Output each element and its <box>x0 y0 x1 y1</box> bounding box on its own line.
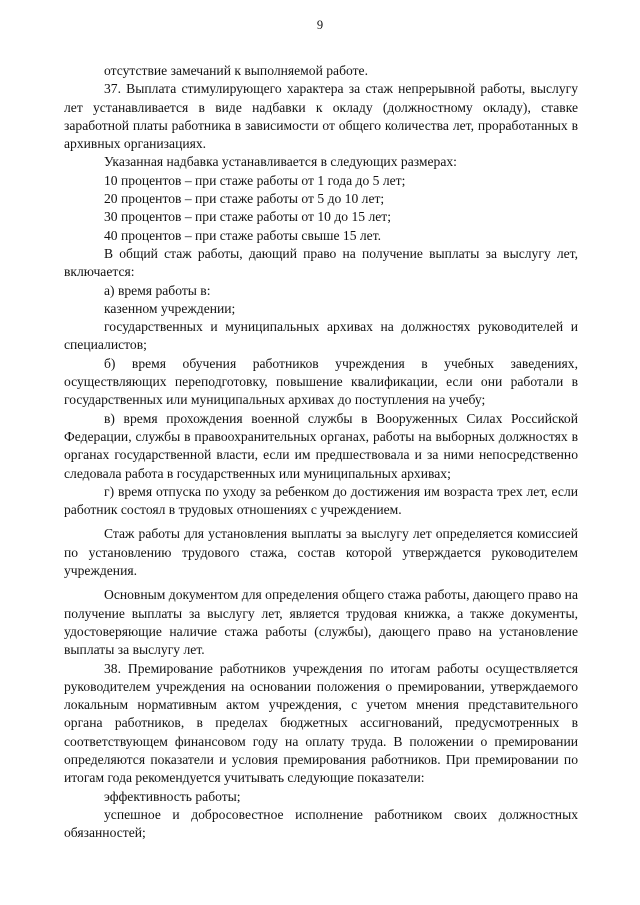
paragraph: Указанная надбавка устанавливается в следующих размерах: <box>104 154 457 170</box>
paragraph: 10 процентов – при стаже работы от 1 года до 5 лет; <box>104 172 406 188</box>
paragraph: в) время прохождения военной службы в Вооруженных Силах Российской Федерации, службы в правоохранительных органах, работы на выборных должностях в органах государственной власти, если им предшествовала и за ними непосредственно следовала работа в государственных или муниципальных архивах; <box>64 410 578 481</box>
paragraph: Основным документом для определения общего стажа работы, дающего право на получение выплаты за выслугу лет, является трудовая книжка, а также документы, удостоверяющие наличие стажа работы (службы), дающего право на установление выплаты за выслугу лет. <box>64 587 578 658</box>
paragraph: отсутствие замечаний к выполняемой работе. <box>104 63 368 78</box>
paragraph: государственных и муниципальных архивах на должностях руководителей и специалистов; <box>64 319 578 353</box>
paragraph: 37. Выплата стимулирующего характера за стаж непрерывной работы, выслугу лет устанавливается в виде надбавки к окладу (должностному окладу), ставке заработной платы работника в зависимости от общего количества лет, проработанных в архивных организациях. <box>64 81 578 152</box>
paragraph: эффективность работы; <box>104 788 241 804</box>
document-body <box>64 62 578 842</box>
page-number: 9 <box>316 18 324 32</box>
paragraph: успешное и добросовестное исполнение работником своих должностных обязанностей; <box>64 806 578 841</box>
paragraph: 20 процентов – при стаже работы от 5 до 10 лет; <box>104 191 385 207</box>
paragraph: 38. Премирование работников учреждения по итогам работы осуществляется руководителем учреждения на основании положения о премировании, утверждаемого локальным нормативным актом учреждения, с учетом мнения представительного органа работников, в пределах бюджетных ассигнований, предусмотренных в соответствующем финансовом году на оплату труда. В положении о премировании определяются показатели и условия премирования работников. При премировании по итогам года рекомендуется учитывать следующие показатели: <box>64 660 578 786</box>
paragraph: Стаж работы для установления выплаты за выслугу лет определяется комиссией по установлению трудового стажа, состав которой утверждается руководителем учреждения. <box>64 526 578 579</box>
paragraph: а) время работы в: <box>104 282 211 298</box>
paragraph: 30 процентов – при стаже работы от 10 до 15 лет; <box>104 209 392 225</box>
paragraph: В общий стаж работы, дающий право на получение выплаты за выслугу лет, включается: <box>64 245 578 280</box>
paragraph: 40 процентов – при стаже работы свыше 15 лет. <box>104 227 382 243</box>
paragraph: г) время отпуска по уходу за ребенком до достижения им возраста трех лет, если работник состоял в трудовых отношениях с учреждением. <box>64 483 578 518</box>
paragraph: б) время обучения работников учреждения в учебных заведениях, осуществляющих переподготовку, повышение квалификации, если они работали в государственных или муниципальных архивах до поступления на учебу; <box>64 355 578 408</box>
paragraph: казенном учреждении; <box>104 300 236 316</box>
